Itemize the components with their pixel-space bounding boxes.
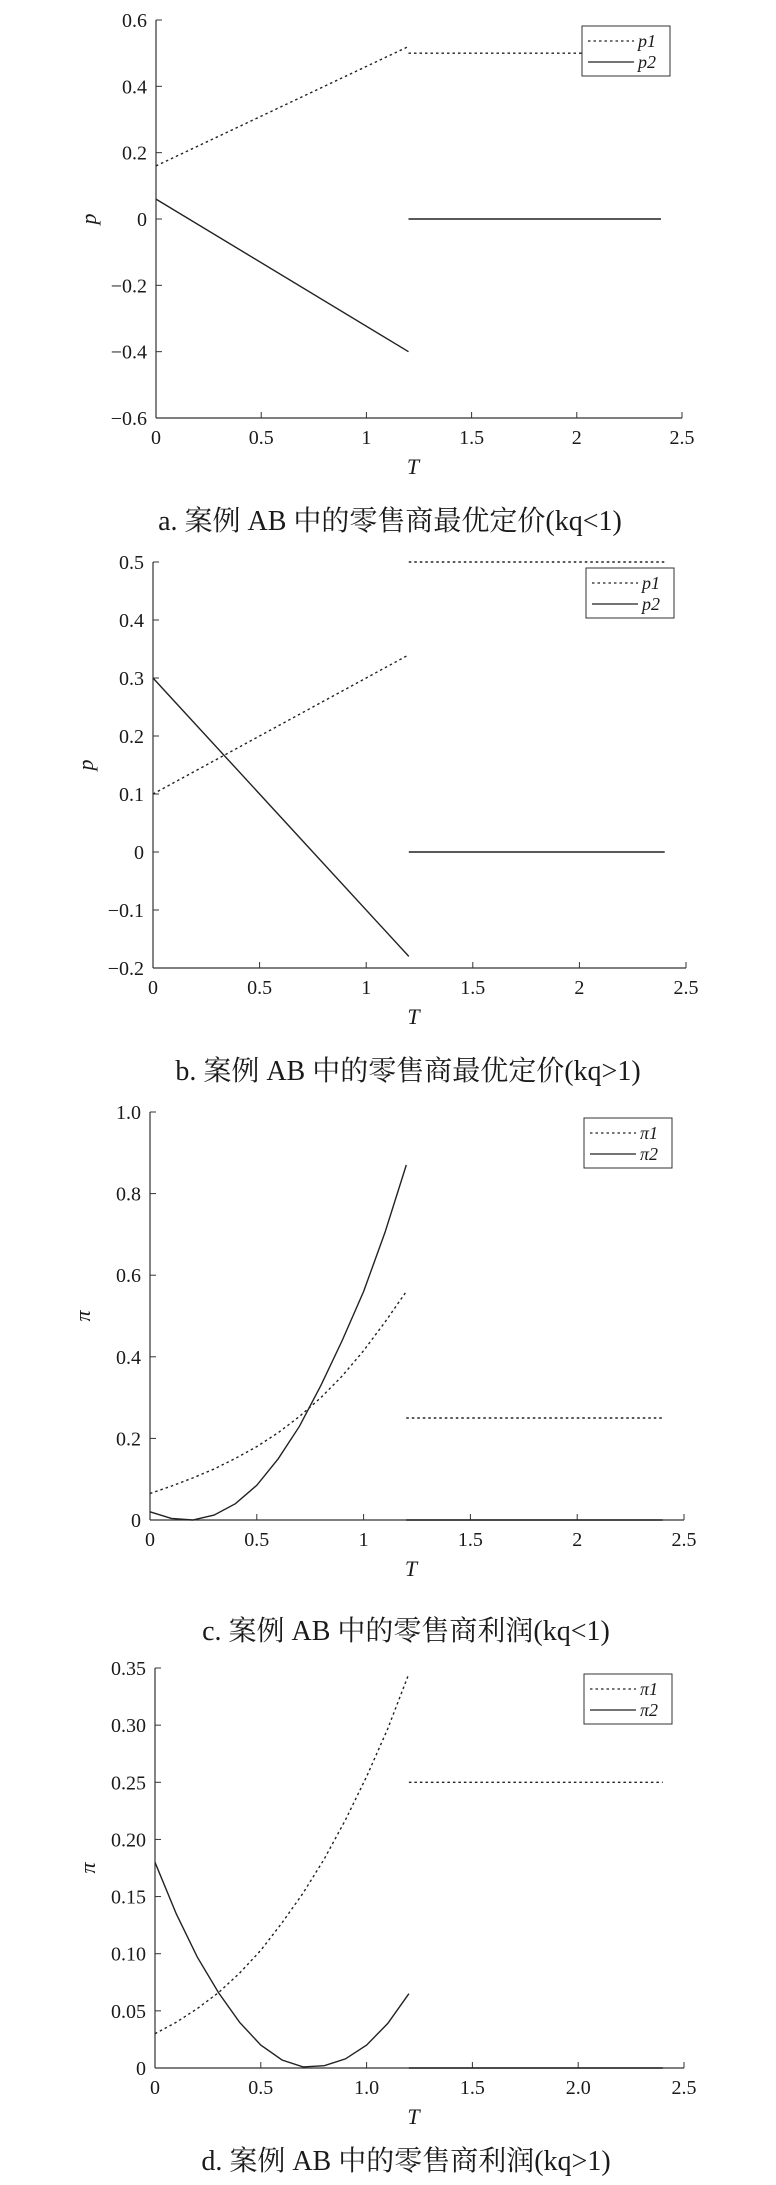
y-tick-label: 0.8 bbox=[116, 1183, 141, 1206]
legend-box bbox=[582, 26, 670, 76]
x-tick-label: 0 bbox=[145, 1529, 155, 1551]
y-tick-label: 0.2 bbox=[122, 142, 147, 165]
x-tick-label: 2.5 bbox=[673, 977, 699, 999]
y-tick-label: 0.4 bbox=[116, 1346, 141, 1369]
y-axis-title: π bbox=[70, 1310, 95, 1322]
y-tick-label: 0.4 bbox=[122, 76, 147, 99]
y-tick-label: 0.30 bbox=[111, 1715, 146, 1738]
x-tick-label: 2 bbox=[571, 427, 582, 449]
x-tick-label: 0 bbox=[151, 427, 161, 449]
x-tick-label: 1 bbox=[358, 1529, 369, 1551]
x-tick-label: 0.5 bbox=[248, 2077, 274, 2099]
legend-box bbox=[586, 568, 674, 618]
legend-label: p2 bbox=[638, 52, 656, 72]
legend-label: p1 bbox=[642, 573, 660, 593]
chart-panel-3 bbox=[70, 1102, 697, 1647]
y-tick-label: 0.15 bbox=[111, 1886, 146, 1909]
legend-box bbox=[584, 1674, 672, 1724]
legend bbox=[586, 568, 674, 618]
y-tick-label: 0.10 bbox=[111, 1943, 146, 1966]
legend bbox=[582, 26, 670, 76]
series-1-line-segment-1 bbox=[155, 1674, 409, 2034]
x-tick-label: 1.5 bbox=[459, 2077, 485, 2099]
series-1-line-segment-1 bbox=[156, 47, 409, 166]
series-1-line-segment-1 bbox=[150, 1292, 406, 1494]
y-tick-label: 0.4 bbox=[119, 610, 144, 632]
legend bbox=[584, 1674, 672, 1724]
y-tick-label: 0.35 bbox=[111, 1658, 146, 1680]
x-tick-label: 0.5 bbox=[248, 427, 274, 449]
y-axis-title: π bbox=[75, 1862, 100, 1874]
y-tick-label: −0.6 bbox=[110, 408, 147, 430]
x-tick-label: 0 bbox=[150, 2077, 160, 2099]
x-tick-label: 1.5 bbox=[457, 1529, 483, 1551]
chart-panel-2 bbox=[73, 552, 699, 1087]
y-axis-title: p bbox=[73, 759, 98, 771]
x-tick-label: 1.5 bbox=[459, 427, 485, 449]
chart-caption: b. 案例 AB 中的零售商最优定价(kq>1) bbox=[175, 1056, 641, 1087]
y-tick-label: 0.1 bbox=[119, 784, 144, 806]
y-tick-label: 0.3 bbox=[119, 668, 144, 690]
chart-caption: d. 案例 AB 中的零售商利润(kq>1) bbox=[201, 2146, 611, 2177]
legend-label: p1 bbox=[638, 31, 656, 51]
x-axis-title: T bbox=[406, 454, 420, 479]
y-axis-title: p bbox=[76, 213, 101, 225]
legend-label: π2 bbox=[640, 1700, 659, 1720]
y-tick-label: 0.6 bbox=[116, 1265, 141, 1288]
legend-label: π1 bbox=[640, 1679, 659, 1699]
x-axis-title: T bbox=[407, 2104, 420, 2129]
legend bbox=[584, 1118, 672, 1168]
legend-label: p2 bbox=[642, 594, 660, 614]
x-tick-label: 2.5 bbox=[669, 427, 695, 449]
legend-label: π1 bbox=[640, 1123, 659, 1143]
chart-panel-4 bbox=[75, 1658, 697, 2177]
y-tick-label: 0.2 bbox=[119, 726, 144, 748]
x-tick-label: 2.5 bbox=[671, 2077, 697, 2099]
x-axis-title: T bbox=[407, 1004, 420, 1029]
x-tick-label: 2.0 bbox=[565, 2077, 591, 2099]
series-2-line-segment-1 bbox=[155, 1862, 409, 2067]
y-tick-label: −0.4 bbox=[110, 341, 147, 364]
x-tick-label: 0.5 bbox=[244, 1529, 270, 1551]
y-tick-label: 0.25 bbox=[111, 1772, 146, 1795]
y-tick-label: 0 bbox=[136, 2058, 146, 2080]
series-1-line-segment-1 bbox=[153, 655, 409, 794]
y-tick-label: 0.20 bbox=[111, 1829, 146, 1852]
y-tick-label: 0.5 bbox=[119, 552, 144, 574]
chart-caption: a. 案例 AB 中的零售商最优定价(kq<1) bbox=[158, 506, 622, 537]
series-2-line-segment-1 bbox=[153, 678, 409, 956]
y-tick-label: 0 bbox=[137, 209, 147, 231]
x-tick-label: 2.5 bbox=[671, 1529, 697, 1551]
legend-label: π2 bbox=[640, 1144, 659, 1164]
x-tick-label: 2 bbox=[574, 977, 585, 999]
x-tick-label: 1 bbox=[361, 977, 372, 999]
series-2-line-segment-1 bbox=[156, 199, 409, 352]
y-tick-label: 1.0 bbox=[116, 1102, 141, 1124]
y-tick-label: 0 bbox=[134, 842, 144, 864]
y-tick-label: −0.2 bbox=[110, 275, 147, 298]
chart-caption: c. 案例 AB 中的零售商利润(kq<1) bbox=[202, 1616, 610, 1647]
x-tick-label: 1 bbox=[361, 427, 372, 449]
x-axis-title: T bbox=[404, 1556, 418, 1581]
x-tick-label: 1.0 bbox=[354, 2077, 380, 2099]
y-tick-label: −0.1 bbox=[107, 900, 144, 922]
y-tick-label: −0.2 bbox=[107, 958, 144, 980]
legend-box bbox=[584, 1118, 672, 1168]
y-tick-label: 0.2 bbox=[116, 1428, 141, 1451]
x-tick-label: 2 bbox=[572, 1529, 583, 1551]
x-tick-label: 0.5 bbox=[247, 977, 273, 999]
series-2-line-segment-1 bbox=[150, 1165, 406, 1520]
y-tick-label: 0 bbox=[131, 1510, 141, 1532]
y-tick-label: 0.6 bbox=[122, 10, 147, 32]
chart-panel-1 bbox=[76, 10, 695, 537]
x-tick-label: 0 bbox=[148, 977, 158, 999]
x-tick-label: 1.5 bbox=[460, 977, 486, 999]
y-tick-label: 0.05 bbox=[111, 2000, 146, 2023]
